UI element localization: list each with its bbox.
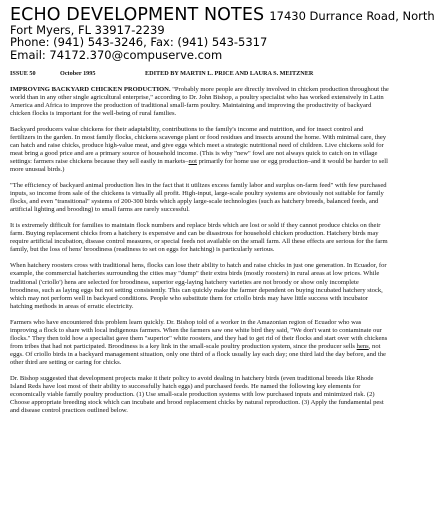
issue-date: October 1995 <box>60 69 96 77</box>
paragraph-6-text-b: , not eggs. Of criollo birds in a backyard management situation, only one third of a flock usually lay each day; one third laid the day before, and the other third are setting or caring for chicks. <box>10 342 386 366</box>
newsletter-title: ECHO DEVELOPMENT NOTES <box>10 5 265 25</box>
editors-credit: EDITED BY MARTIN L. PRICE AND LAURA S. MEITZNER <box>145 69 314 77</box>
issue-number: ISSUE 50 <box>10 69 36 77</box>
issue-bar <box>10 70 390 77</box>
paragraph-1 <box>10 86 390 118</box>
paragraph-2-text-a: Backyard producers value chickens for their adaptability, contributions to the family's income and nutrition, and for insect control and fertilizers in the garden. In most family flocks, chickens scavenge plant or food residues and insects around the home. With minimal care, they can hatch and raise chicks, produce high-value meat, and give eggs which meet a strategic nutritional need of children. Live chickens sold for meat bring a good price and are a primary source of household income. (This is why "new" fowl are not always quick to catch on in village settings: farmers raise chickens because they sell easily in markets– <box>10 125 387 165</box>
article-headline: IMPROVING BACKYARD CHICKEN PRODUCTION. <box>10 85 171 93</box>
email-address: Email: 74172.370@compuserve.com <box>10 47 223 62</box>
article-body <box>10 86 390 416</box>
masthead <box>10 5 435 62</box>
street-address: 17430 Durrance Road, North <box>269 9 435 23</box>
phone-fax: Phone: (941) 543-3246, Fax: (941) 543-5317 <box>10 35 268 50</box>
paragraph-2-emphasis: not <box>188 157 197 165</box>
city-address: Fort Myers, FL 33917-2239 <box>10 23 165 38</box>
paragraph-2 <box>10 126 390 174</box>
paragraph-6 <box>10 319 390 367</box>
paragraph-3: "The efficiency of backyard animal production lies in the fact that it utilizes excess family labor and surplus on-farm feed" with few purchased inputs, so income from sale of the chickens is virtually all profit. High-input, large-scale poultry systems are obviously not suitable for family flocks, and even "transitional" systems of 200-300 birds which apply large-scale technologies (such as hatchery breeds, balanced feeds, and artificial lighting and brooding) to small farms are rarely successful. <box>10 182 387 214</box>
paragraph-2-text-b: primarily for home use or egg production–and it would be harder to sell more unusual birds.) <box>10 157 388 173</box>
paragraph-4: It is extremely difficult for families to maintain flock numbers and replace birds which are lost or sold if they cannot produce chicks on their farm. Buying replacement chicks from a hatchery is expensive and can be disastrous for household chicken production. Hatchery birds may require artificial incubation, disease control measures, or special feeds not available on the small farm. All these effects are serious for the farm family, but the loss of hens' broodiness (readiness to set on eggs for hatching) is particularly serious. <box>10 222 388 254</box>
masthead-title-line <box>10 5 435 25</box>
paragraph-7: Dr. Bishop suggested that development projects make it their policy to avoid dealing in hatchery birds (even traditional breeds like Rhode Island Reds have lost most of their ability to successfully hatch eggs) and purchased feeds. He named the following key elements for economically viable family poultry production. (1) Use small-scale production systems with low purchased inputs and minimized risk. (2) Choose appropriate breeding stock which can incubate and brood replacement chicks by natural reproduction. (3) Apply the fundamental pest and disease control practices outlined below. <box>10 374 384 415</box>
paragraph-6-text-a: Farmers who have encountered this problem learn quickly. Dr. Bishop told of a worker in the Amazonian region of Ecuador who was improving a flock to share with local indigenous farmers. When the farmers saw one white bird they said, "We don't want to contaminate our flocks." They then told how a specialist gave them "superior" white roosters, and they had to get rid of their flocks and start over with chickens from tribes that had not participated. Broodiness is a key link in the small-scale poultry production system, since the producer sells <box>10 318 388 350</box>
paragraph-5: When hatchery roosters cross with traditional hens, flocks can lose their ability to hatch and raise chicks in just one generation. In Ecuador, for example, the commercial hatcheries surrounding the cities may "dump" their extra birds (mostly roosters) in rural areas at low prices. While traditional ('criollo') hens are selected for broodiness, superior egg-laying hatchery varieties are not broody or show only incomplete broodiness, such as laying eggs but not setting consistently. This can quickly make the farmer dependent on buying incubated hatchery stock, which may not perform well in backyard conditions. People who substitute them for criollo birds may have little success with incubator hatching methods in areas of erratic electricity. <box>10 262 387 310</box>
paragraph-6-emphasis: hens <box>356 342 369 350</box>
paragraph-1-text: "Probably more people are directly involved in chicken production throughout the world than in any other single agricultural enterprise," according to Dr. John Bishop, a poultry specialist who has worked extensively in Latin America and Africa to improve the production of traditional small-farm poultry. Maintaining and improving the productivity of backyard chicken flocks is important for the well-being of rural families. <box>10 85 389 117</box>
